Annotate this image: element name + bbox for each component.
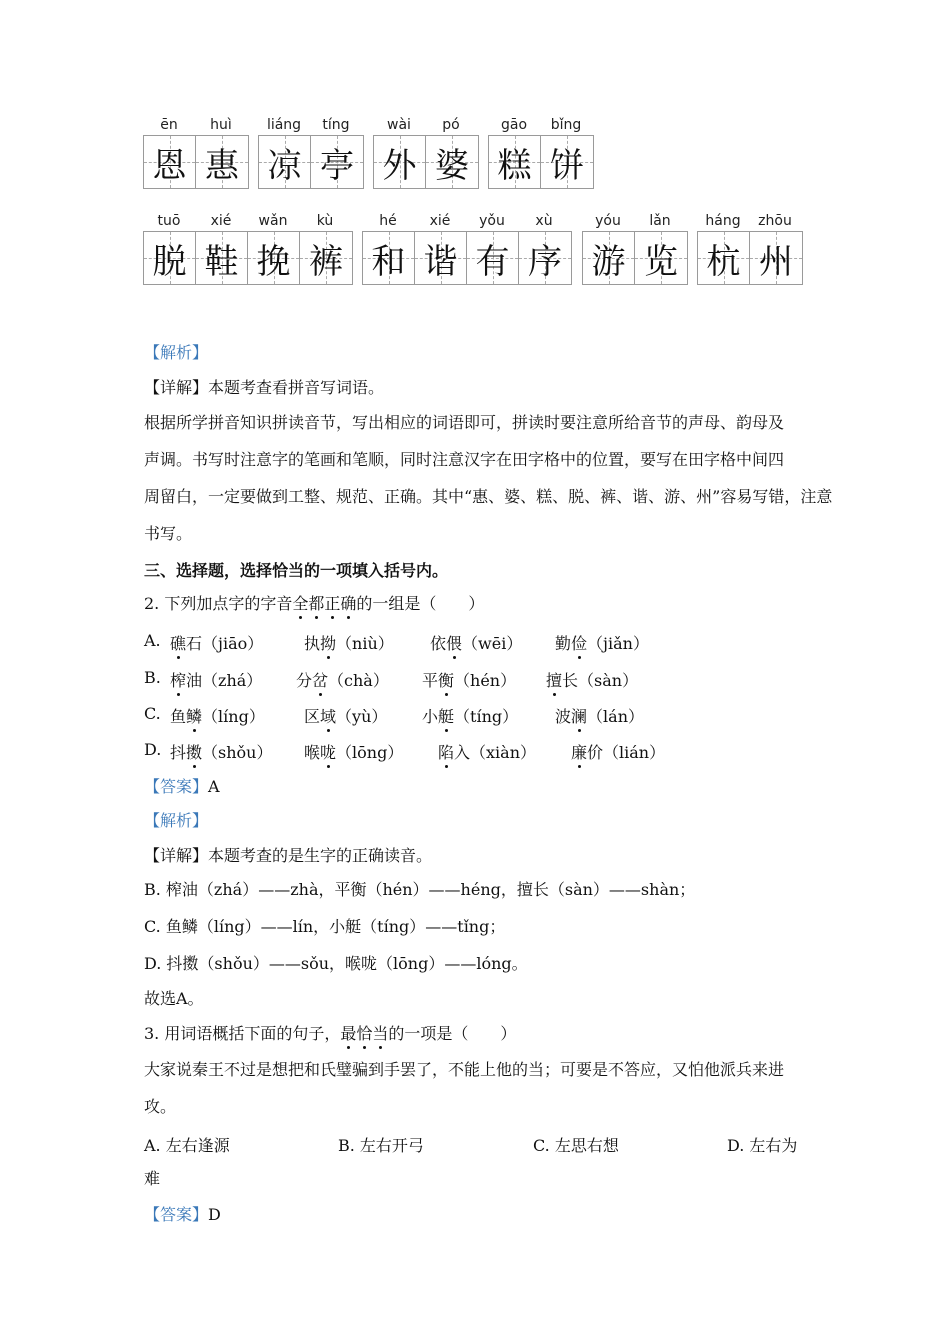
- paragraph-line: 声调。书写时注意字的笔画和笔顺，同时注意汉字在田字格中的位置，要写在田字格中间四: [144, 450, 785, 469]
- hanzi: 亭: [320, 145, 354, 186]
- question-3-option-b: B. 左右开弓: [338, 1136, 424, 1155]
- pinyin-label: hé: [379, 213, 397, 229]
- pinyin-label: liáng: [266, 117, 302, 133]
- pinyin-label: xù: [535, 213, 553, 229]
- option-item: 廉价（lián）: [571, 740, 665, 763]
- option-item: 波澜（lán）: [555, 704, 644, 727]
- paragraph-line: 书写。: [144, 524, 193, 543]
- hanzi: 饼: [550, 145, 584, 186]
- pinyin-label: lǎn: [649, 213, 671, 229]
- hanzi: 州: [759, 241, 793, 282]
- hanzi: 挽: [256, 241, 291, 282]
- stem-text: 的一组是（ ）: [356, 594, 485, 613]
- option-item: 依偎（wēi）: [430, 631, 522, 654]
- pinyin-label: bǐng: [550, 117, 582, 133]
- hanzi: 谐: [423, 241, 458, 282]
- pinyin-label: wǎn: [258, 213, 288, 229]
- hanzi: 览: [644, 241, 678, 282]
- section-heading: 三、选择题，选择恰当的一项填入括号内。: [144, 561, 449, 580]
- hanzi: 糕: [497, 145, 532, 186]
- detail-text: 本题考查看拼音写词语。: [208, 378, 385, 397]
- tianzige-box: [582, 231, 688, 285]
- pinyin-label: tuō: [157, 213, 181, 229]
- answer-value: A: [208, 777, 220, 796]
- answer-line: [144, 777, 220, 797]
- question-3-option-c: C. 左思右想: [533, 1136, 619, 1155]
- tianzige-box: [143, 231, 353, 285]
- passage-line: 大家说秦王不过是想把和氏璧骗到手罢了，不能上他的当；可要是不答应，又怕他派兵来进: [144, 1060, 785, 1079]
- answer-line: [144, 1205, 221, 1225]
- option-letter: B.: [144, 668, 161, 687]
- dotted-char: 确: [340, 594, 357, 613]
- explanation-d: D. 抖擞（shǒu）——sǒu，喉咙（lōng）——lóng。: [144, 954, 528, 973]
- pinyin-label: gāo: [500, 117, 528, 133]
- dotted-char: 全: [292, 594, 309, 613]
- pinyin-label: xié: [210, 213, 232, 229]
- hanzi: 脱: [152, 241, 187, 282]
- pinyin-label: pó: [442, 117, 460, 133]
- hanzi: 外: [382, 145, 417, 186]
- detail-line: [144, 378, 384, 398]
- stem-text: 的一项是（ ）: [388, 1024, 517, 1043]
- detail-label: 【详解】: [144, 846, 209, 865]
- option-item: 礁石（jiāo）: [170, 631, 263, 654]
- answer-label: 【答案】: [144, 777, 209, 796]
- tianzige-box: [373, 135, 479, 189]
- option-item: 抖擞（shǒu）: [170, 740, 273, 763]
- hanzi: 序: [528, 241, 562, 282]
- dotted-char: 都: [308, 594, 325, 613]
- hanzi: 裤: [309, 241, 343, 282]
- option-item: 榨油（zhá）: [170, 668, 262, 691]
- question-3-option-a: A. 左右逢源: [144, 1136, 230, 1155]
- question-3-option-d: D. 左右为: [727, 1136, 798, 1155]
- option-item: 执拗（niù）: [304, 631, 394, 654]
- option-item: 分岔（chà）: [296, 668, 389, 691]
- question-3-stem: [144, 1024, 516, 1044]
- question-3-option-d-wrap: 难: [144, 1169, 161, 1188]
- dotted-char: 恰: [356, 1024, 373, 1043]
- passage-line: 攻。: [144, 1097, 177, 1116]
- option-item: 区域（yù）: [304, 704, 387, 727]
- pinyin-label: kù: [316, 213, 334, 229]
- option-item: 喉咙（lōng）: [304, 740, 403, 763]
- tianzige-box: [697, 231, 803, 285]
- analysis-label: 【解析】: [144, 343, 209, 362]
- pinyin-label: yóu: [595, 213, 621, 229]
- tianzige-box: [258, 135, 364, 189]
- pinyin-label: tíng: [322, 117, 350, 133]
- pinyin-label: huì: [210, 117, 232, 133]
- hanzi: 凉: [267, 145, 302, 186]
- answer-label: 【答案】: [144, 1205, 209, 1224]
- option-item: 擅长（sàn）: [546, 668, 638, 691]
- detail-label: 【详解】: [144, 378, 209, 397]
- option-item: 勤俭（jiǎn）: [555, 631, 649, 654]
- pinyin-label: wài: [387, 117, 411, 133]
- option-letter: D.: [144, 740, 162, 759]
- hanzi: 和: [371, 241, 406, 282]
- option-letter: C.: [144, 704, 161, 723]
- option-item: 陷入（xiàn）: [438, 740, 536, 763]
- hanzi: 鞋: [204, 241, 239, 282]
- pinyin-label: xié: [429, 213, 451, 229]
- hanzi: 有: [475, 241, 510, 282]
- pinyin-label: zhōu: [758, 213, 792, 229]
- detail-text: 本题考查的是生字的正确读音。: [208, 846, 433, 865]
- tianzige-box: [362, 231, 572, 285]
- stem-text: 3. 用词语概括下面的句子，: [144, 1024, 341, 1043]
- dotted-char: 最: [340, 1024, 357, 1043]
- explanation-c: C. 鱼鳞（líng）——lín，小艇（tíng）——tǐng；: [144, 917, 506, 936]
- option-item: 小艇（tíng）: [422, 704, 518, 727]
- analysis-label: 【解析】: [144, 811, 209, 830]
- tianzige-box: [143, 135, 249, 189]
- paragraph-line: 根据所学拼音知识拼读音节，写出相应的词语即可，拼读时要注意所给音节的声母、韵母及: [144, 413, 785, 432]
- dotted-char: 正: [324, 594, 341, 613]
- option-item: 平衡（hén）: [422, 668, 516, 691]
- dotted-char: 当: [372, 1024, 389, 1043]
- hanzi: 婆: [435, 145, 469, 186]
- answer-value: D: [208, 1205, 221, 1224]
- explanation-b: B. 榨油（zhá）——zhà，平衡（hén）——héng，擅长（sàn）——shàn；: [144, 880, 696, 899]
- hanzi: 恩: [152, 145, 187, 186]
- hanzi: 游: [591, 241, 626, 282]
- hanzi: 惠: [205, 145, 239, 186]
- hanzi: 杭: [706, 241, 741, 282]
- detail-line: [144, 846, 432, 866]
- paragraph-line: 周留白，一定要做到工整、规范、正确。其中“惠、婆、糕、脱、裤、谐、游、州”容易写错，注意: [144, 487, 833, 506]
- tianzige-box: [488, 135, 594, 189]
- pinyin-label: ēn: [160, 117, 178, 133]
- option-letter: A.: [144, 631, 161, 650]
- question-2-stem: [144, 594, 484, 614]
- stem-text: 2. 下列加点字的字音: [144, 594, 293, 613]
- conclusion: 故选A。: [144, 989, 204, 1008]
- pinyin-label: yǒu: [479, 213, 505, 229]
- option-item: 鱼鳞（líng）: [170, 704, 265, 727]
- pinyin-label: háng: [705, 213, 741, 229]
